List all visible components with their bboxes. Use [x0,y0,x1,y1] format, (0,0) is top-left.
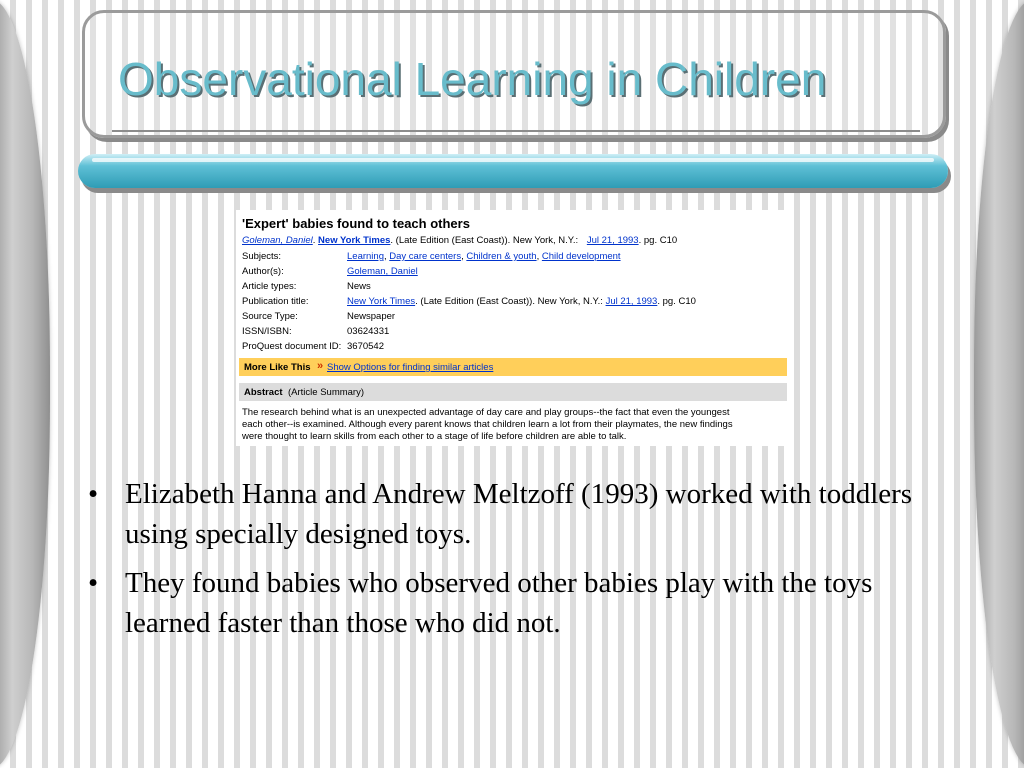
subject-link[interactable]: Child development [541,251,621,262]
abstract-label: Abstract [244,387,283,398]
meta-value: News [347,281,371,292]
slide-title: Observational Learning in Children [118,53,827,105]
article-title: 'Expert' babies found to teach others [242,216,470,231]
publication-date-link[interactable]: Jul 21, 1993 [605,296,658,307]
subject-link[interactable]: Learning [347,251,384,262]
meta-label: Article types: [242,281,297,292]
double-chevron-icon: » [317,360,324,372]
meta-label: ProQuest document ID: [242,341,342,352]
abstract-line: each other--is examined. Although every parent knows that children learn a lot from their playmates, the new findings [242,419,733,430]
subject-link[interactable]: Children & youth [466,251,537,262]
citation-author-link[interactable]: Goleman, Daniel [242,235,313,246]
bullet-list [88,474,948,652]
meta-value [347,266,418,277]
accent-bar [78,154,948,188]
bullet-text: They found babies who observed other babies play with the toys learned faster than those who did not. [125,567,873,639]
bullet-item [88,474,948,554]
title-underline [112,130,920,132]
more-like-this-bar [239,358,787,376]
abstract-header-bar [239,383,787,401]
meta-label: Author(s): [242,266,284,277]
citation-sep: . [312,235,316,246]
more-like-this-label: More Like This [244,362,311,373]
subject-link[interactable]: Day care centers [389,251,462,262]
publication-link[interactable]: New York Times [347,296,416,307]
bullet-dot: • [88,567,99,599]
meta-label: Subjects: [242,251,282,262]
abstract-line: The research behind what is an unexpected advantage of day care and play groups--the fact that even the youngest [242,407,730,418]
meta-value: Newspaper [347,311,396,322]
show-options-link[interactable]: Show Options for finding similar articles [327,362,494,373]
citation-publication-link[interactable]: New York Times [318,235,391,246]
citation-page: . pg. C10 [638,235,678,246]
abstract-line: were thought to learn skills from each other to a stage of life before children are able to talk. [242,431,627,442]
publication-suffix: . (Late Edition (East Coast)). New York, N.Y.: [415,296,603,307]
bullet-text: Elizabeth Hanna and Andrew Meltzoff (1993) worked with toddlers using specially designed toys. [125,478,913,550]
bullet-item [88,563,948,643]
bullet-dot: • [88,478,99,510]
meta-label: Publication title: [242,296,309,307]
meta-label: Source Type: [242,311,298,322]
abstract-sublabel: (Article Summary) [288,387,365,398]
meta-value: Learning, Day care centers, Children & youth, Child development [347,251,621,262]
meta-value: 03624331 [347,326,390,337]
meta-value: 3670542 [347,341,384,352]
meta-value [347,296,696,307]
meta-label: ISSN/ISBN: [242,326,292,337]
citation-date-link[interactable]: Jul 21, 1993 [586,235,639,246]
author-link[interactable]: Goleman, Daniel [347,266,418,277]
right-decorative-pillar [974,0,1024,768]
left-decorative-pillar [0,0,50,768]
article-citation [242,235,677,246]
citation-edition: . (Late Edition (East Coast)). New York, N.Y.: [390,235,579,246]
article-screenshot [236,210,788,446]
publication-page: . pg. C10 [657,296,696,307]
